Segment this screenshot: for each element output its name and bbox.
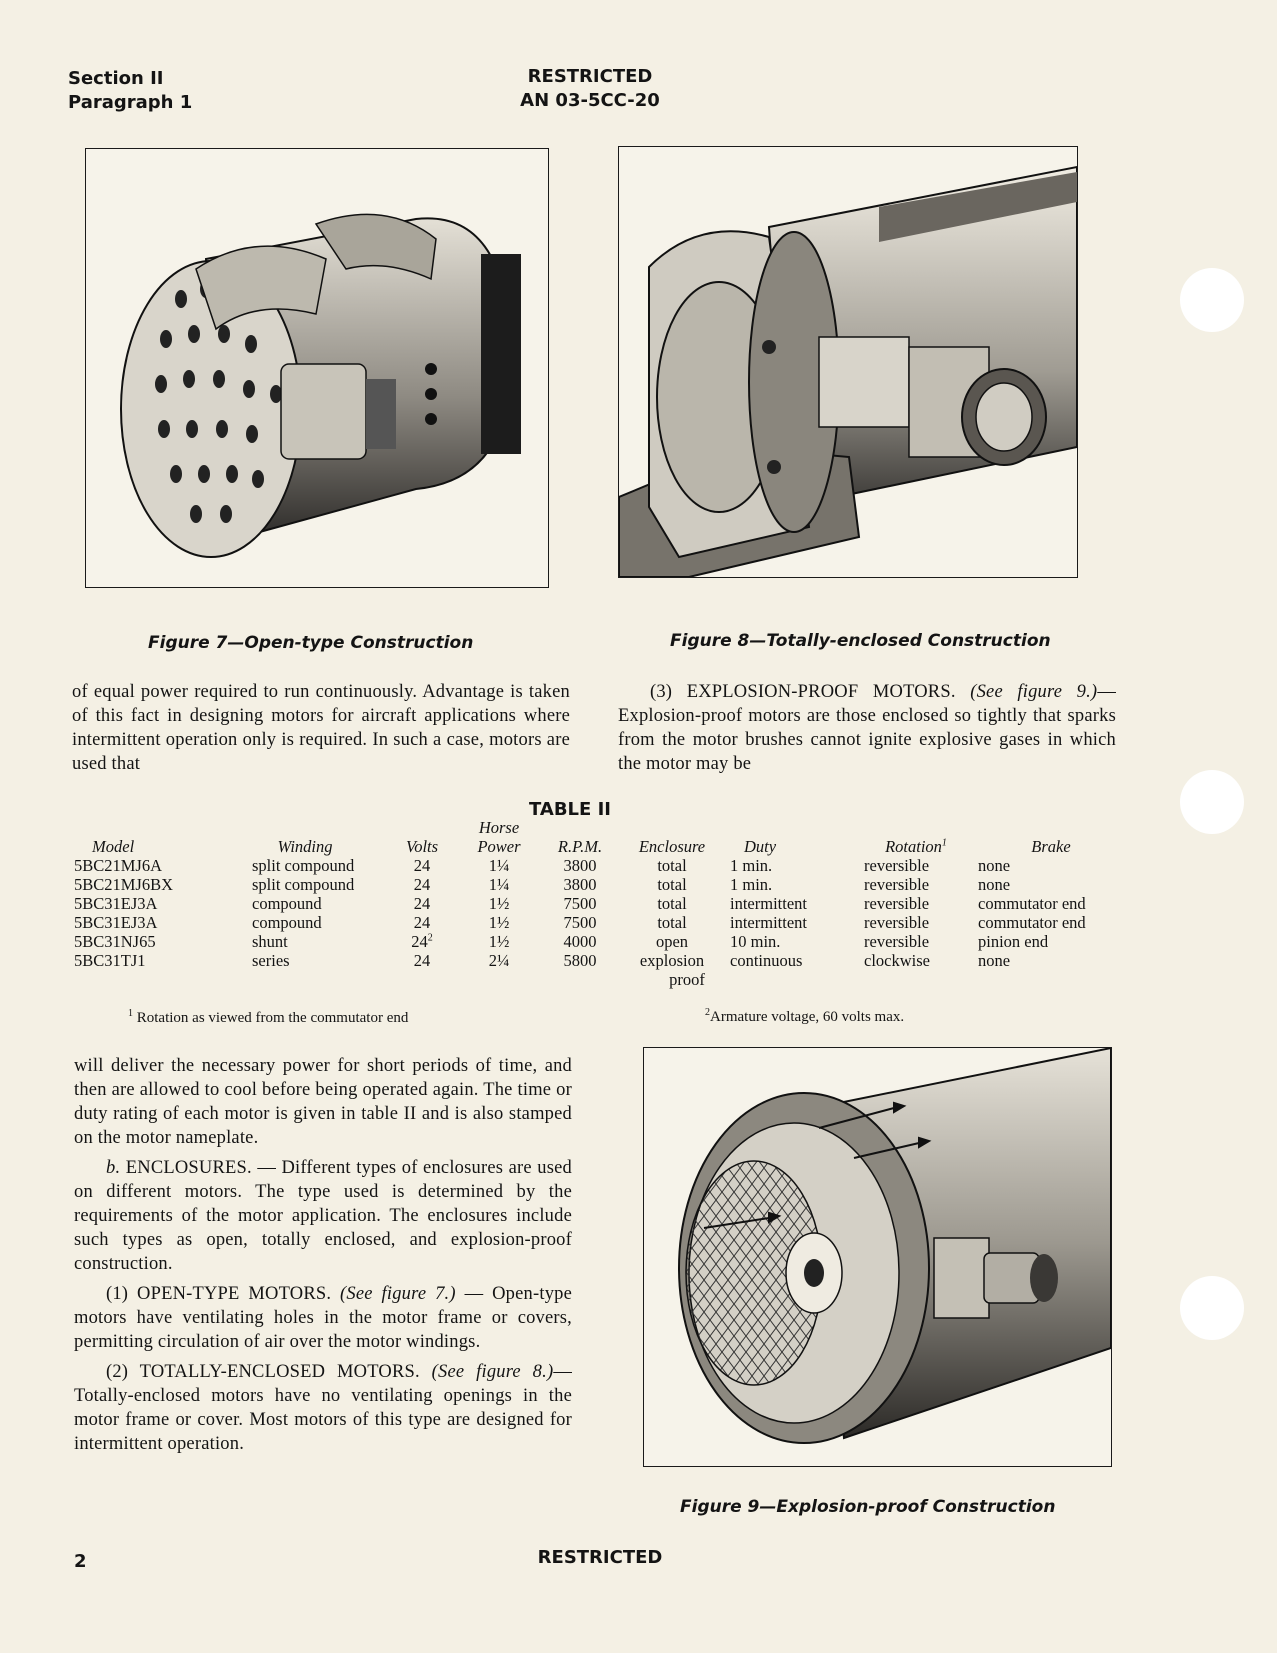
volts-footnote-ref: 2 [427, 932, 433, 944]
table-row [74, 856, 1124, 875]
cell-duty-value: 1 min. [730, 856, 773, 875]
col-rotation-label: Rotation [885, 837, 942, 856]
cell-hp [458, 932, 540, 951]
cell-duty-value: 10 min. [730, 932, 781, 951]
cell-duty [724, 913, 854, 932]
binder-hole-bottom [1180, 1276, 1244, 1340]
cell-enclosure [620, 856, 724, 875]
cell-volts-value: 24 [413, 951, 431, 970]
text-right-top [618, 680, 1116, 776]
col-volts: Volts [405, 837, 439, 856]
cell-winding-value: compound [252, 913, 322, 932]
cell-brake-value: commutator end [978, 913, 1086, 932]
col-duty: Duty [744, 837, 777, 856]
cell-hp [458, 856, 540, 875]
figure-9-caption: Figure 9—Explosion-proof Construction [680, 1497, 1056, 1517]
page-number: 2 [74, 1551, 87, 1572]
cell-model-value: 5BC31TJ1 [74, 951, 146, 970]
cell-enclosure-value: total [657, 875, 687, 894]
cell-rpm-value: 7500 [563, 913, 597, 932]
cell-model [74, 856, 224, 875]
totally-enclosed-body: —Totally-enclosed motors have no ventilating openings in the motor frame or cover. Most motors of this type are designed for intermittent operation. [74, 1362, 573, 1454]
figure-7-illustration [85, 148, 549, 588]
table-row [74, 913, 1124, 932]
cell-enclosure [620, 875, 724, 894]
cell-winding-value: compound [252, 894, 322, 913]
document-number: AN 03-5CC-20 [520, 90, 660, 111]
cell-rotation [854, 894, 978, 913]
cell-rotation [854, 856, 978, 875]
col-horse-power [458, 818, 540, 856]
cell-rotation [854, 875, 978, 894]
col-horse-power-top: Horse [478, 818, 520, 837]
cell-brake [978, 913, 1124, 932]
section-header [68, 67, 192, 115]
cell-rpm [540, 951, 620, 989]
cell-volts [386, 932, 458, 951]
cell-rpm-value: 3800 [563, 875, 597, 894]
open-type-figure-ref: (See figure 7.) [340, 1284, 456, 1304]
footnote-1-mark: 1 [128, 1008, 133, 1019]
cell-enclosure [620, 932, 724, 951]
cell-hp-value: 2¼ [488, 951, 510, 970]
cell-rotation-value: reversible [864, 932, 930, 951]
cell-duty [724, 894, 854, 913]
cell-hp [458, 894, 540, 913]
cell-duty [724, 875, 854, 894]
cell-enclosure [620, 913, 724, 932]
cell-volts [386, 951, 458, 989]
cell-hp [458, 913, 540, 932]
totally-enclosed-paragraph [74, 1360, 572, 1456]
figure-9-illustration [643, 1047, 1112, 1467]
table-row [74, 894, 1124, 913]
cell-rpm [540, 913, 620, 932]
cell-volts-value: 24 [413, 894, 431, 913]
cell-rpm [540, 875, 620, 894]
cell-volts [386, 875, 458, 894]
cell-winding-value: shunt [252, 932, 288, 951]
col-enclosure: Enclosure [638, 837, 706, 856]
cell-brake [978, 932, 1124, 951]
motor-specifications-table [74, 818, 1124, 989]
cell-hp-value: 1¼ [488, 875, 510, 894]
cell-volts [386, 913, 458, 932]
table-header-row [74, 818, 1124, 856]
cell-hp-value: 1¼ [488, 856, 510, 875]
table-footnote-2 [705, 1009, 904, 1026]
cell-brake-value: none [978, 875, 1011, 894]
cell-brake-value: pinion end [978, 932, 1049, 951]
table-title: TABLE II [529, 799, 611, 820]
figure-8-caption: Figure 8—Totally-enclosed Construction [670, 631, 1051, 651]
cell-hp-value: 1½ [488, 913, 510, 932]
cell-winding [224, 932, 386, 951]
footnote-1-text: Rotation as viewed from the commutator end [136, 1010, 409, 1026]
col-brake: Brake [1031, 837, 1071, 856]
cell-duty [724, 856, 854, 875]
cell-brake-value: none [978, 951, 1011, 970]
cell-hp [458, 951, 540, 989]
enclosures-paragraph [74, 1156, 572, 1276]
explosion-proof-figure-ref: (See figure 9.) [970, 682, 1098, 702]
open-type-heading: (1) OPEN-TYPE MOTORS. [106, 1284, 332, 1304]
cell-rotation [854, 932, 978, 951]
cell-hp [458, 875, 540, 894]
cell-duty-value: intermittent [730, 894, 807, 913]
cell-winding [224, 951, 386, 989]
cell-rotation [854, 951, 978, 989]
cell-volts-value: 24 [411, 932, 428, 951]
cell-rotation-value: clockwise [864, 951, 930, 970]
cell-duty [724, 932, 854, 951]
cell-hp-value: 1½ [488, 894, 510, 913]
cell-winding [224, 856, 386, 875]
text-left-bottom [74, 1054, 572, 1456]
cell-winding [224, 894, 386, 913]
cell-rpm [540, 856, 620, 875]
footnote-2-mark: 2 [705, 1007, 710, 1018]
section-label: Section II [68, 68, 164, 89]
cell-enclosure-value: open [655, 932, 689, 951]
cell-rpm-value: 4000 [563, 932, 597, 951]
cell-duty-value: 1 min. [730, 875, 773, 894]
cell-model-value: 5BC31NJ65 [74, 932, 156, 951]
cell-rotation-value: reversible [864, 894, 930, 913]
cell-brake-value: commutator end [978, 894, 1086, 913]
cell-volts-value: 24 [413, 856, 431, 875]
cell-rpm [540, 894, 620, 913]
open-type-body: — Open-type motors have ventilating holes in the motor frame or covers, permitting circulation of air over the motor windings. [74, 1284, 573, 1352]
open-type-paragraph [74, 1282, 572, 1354]
document-header [500, 65, 680, 113]
cell-winding-value: split compound [252, 856, 355, 875]
cell-volts [386, 894, 458, 913]
cell-model [74, 951, 224, 989]
totally-enclosed-figure-ref: (See figure 8.) [431, 1362, 554, 1382]
totally-enclosed-heading: (2) TOTALLY-ENCLOSED MOTORS. [106, 1362, 420, 1382]
cell-model-value: 5BC21MJ6BX [74, 875, 174, 894]
cell-duty-value: continuous [730, 951, 803, 970]
text-left-top [72, 680, 570, 776]
cell-rpm-value: 3800 [563, 856, 597, 875]
rotation-footnote-ref: 1 [941, 837, 947, 849]
col-rpm: R.P.M. [557, 837, 603, 856]
col-horse-power-bottom: Power [477, 837, 521, 856]
cell-model [74, 894, 224, 913]
cell-volts [386, 856, 458, 875]
cell-model [74, 875, 224, 894]
cell-rpm [540, 932, 620, 951]
table-row [74, 932, 1124, 951]
cell-enclosure-value: explosion [639, 951, 705, 970]
footnote-2-text: Armature voltage, 60 volts max. [710, 1009, 905, 1025]
explosion-proof-heading: (3) EXPLOSION-PROOF MOTORS. [650, 682, 956, 702]
cell-winding [224, 913, 386, 932]
cell-model-value: 5BC31EJ3A [74, 913, 158, 932]
cell-rotation-value: reversible [864, 913, 930, 932]
explosion-proof-body: —Explosion-proof motors are those enclosed so tightly that sparks from the motor brushes cannot ignite explosive gases in which the motor may be [618, 682, 1117, 774]
explosion-proof-paragraph [618, 680, 1116, 776]
cell-enclosure-value: total [657, 913, 687, 932]
cell-model [74, 932, 224, 951]
cell-enclosure-line2: proof [669, 970, 705, 989]
classification-top: RESTRICTED [527, 66, 653, 87]
explosion-proof-motor-drawing [644, 1048, 1111, 1466]
cell-brake [978, 875, 1124, 894]
cell-rpm-value: 7500 [563, 894, 597, 913]
cell-winding-value: series [252, 951, 290, 970]
cell-model-value: 5BC21MJ6A [74, 856, 163, 875]
cell-model-value: 5BC31EJ3A [74, 894, 158, 913]
col-model: Model [92, 837, 135, 856]
cell-enclosure-value: total [657, 894, 687, 913]
cell-duty-value: intermittent [730, 913, 807, 932]
col-rotation [854, 818, 978, 856]
cell-rotation [854, 913, 978, 932]
paragraph-continued: of equal power required to run continuously. Advantage is taken of this fact in designing motors for aircraft applications where intermittent operation only is required. In such a case, motors are used that [72, 682, 570, 774]
cell-brake [978, 951, 1124, 989]
binder-hole-top [1180, 268, 1244, 332]
cell-hp-value: 1½ [488, 932, 510, 951]
totally-enclosed-motor-drawing [619, 147, 1077, 577]
figure-7-caption: Figure 7—Open-type Construction [148, 633, 474, 653]
duty-paragraph: will deliver the necessary power for short periods of time, and then are allowed to cool before being operated again. The time or duty rating of each motor is given in table II and is also stamped on the motor nameplate. [74, 1056, 572, 1148]
cell-enclosure-value: total [657, 856, 687, 875]
cell-enclosure [620, 894, 724, 913]
table-row [74, 875, 1124, 894]
cell-model [74, 913, 224, 932]
cell-brake-value: none [978, 856, 1011, 875]
cell-winding-value: split compound [252, 875, 355, 894]
cell-rotation-value: reversible [864, 875, 930, 894]
cell-winding [224, 875, 386, 894]
open-type-motor-drawing [86, 149, 548, 587]
classification-bottom: RESTRICTED [537, 1547, 663, 1568]
table-row [74, 951, 1124, 989]
figure-8-illustration [618, 146, 1078, 578]
cell-rpm-value: 5800 [563, 951, 597, 970]
cell-volts-value: 24 [413, 913, 431, 932]
cell-enclosure [620, 951, 724, 989]
cell-brake [978, 856, 1124, 875]
binder-hole-middle [1180, 770, 1244, 834]
cell-duty [724, 951, 854, 989]
enclosures-heading: ENCLOSURES. [125, 1158, 252, 1178]
table-footnote-1 [128, 1010, 408, 1027]
cell-volts-value: 24 [413, 875, 431, 894]
enclosures-label: b. [106, 1158, 121, 1178]
paragraph-label: Paragraph 1 [68, 92, 193, 113]
cell-rotation-value: reversible [864, 856, 930, 875]
enclosures-body: — Different types of enclosures are used on different motors. The type used is determined by the requirements of the motor application. The enclosures include such types as open, totally enclosed, and explosion-proof construction. [74, 1158, 572, 1274]
cell-brake [978, 894, 1124, 913]
table-body [74, 856, 1124, 989]
col-winding: Winding [277, 837, 333, 856]
